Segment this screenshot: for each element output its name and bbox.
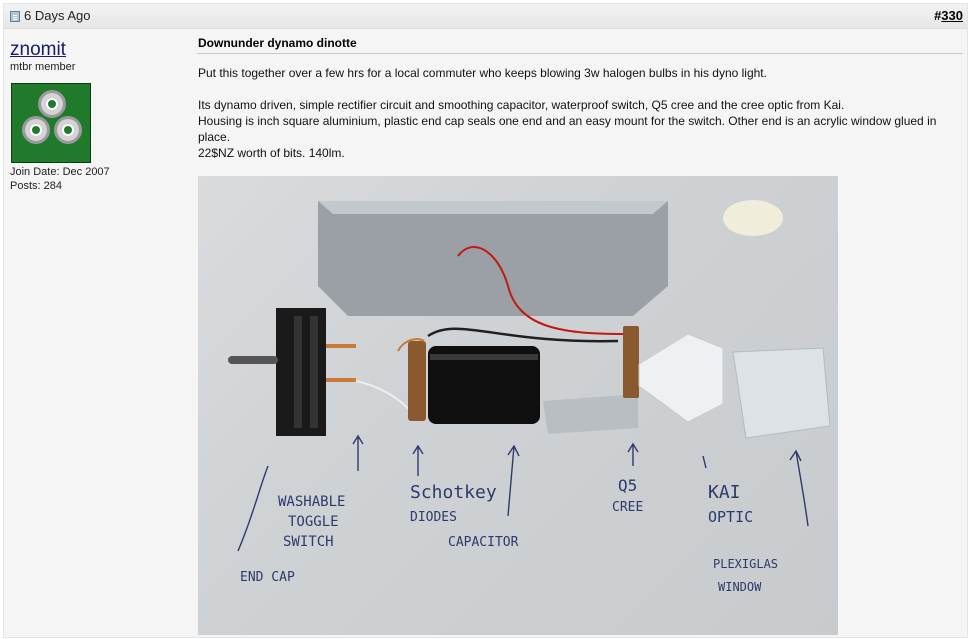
arrow-end-cap [238,466,268,551]
label-cree-2: CREE [612,500,644,515]
aluminium-housing [318,201,668,316]
label-optic-1: KAI [708,482,741,503]
capacitor-highlight [430,354,538,360]
post-paragraph: Its dynamo driven, simple rectifier circuit and smoothing capacitor, waterproof switch, Q5 cree and the cree optic from Kai. [198,98,845,112]
join-date: Join Date: Dec 2007 [10,166,110,178]
label-end-cap: END CAP [240,570,295,585]
post-number-link[interactable]: 330 [941,8,963,23]
post-number-prefix: # [934,8,942,23]
label-window-2: WINDOW [718,580,762,594]
post-title: Downunder dynamo dinotte [198,36,357,50]
post-photo[interactable] [198,176,838,635]
user-title: mtbr member [10,61,76,73]
post-number[interactable] [934,8,963,23]
white-wire [356,381,413,414]
label-cree-1: Q5 [618,476,638,495]
label-switch-2: TOGGLE [288,514,339,530]
post-paragraph: 22$NZ worth of bits. 140lm. [198,146,345,160]
forum-post [3,3,968,638]
avatar-ring-right [54,116,82,144]
label-switch-1: WASHABLE [278,494,346,510]
annotation-labels [240,476,778,594]
label-diodes-2: DIODES [410,510,457,525]
aluminium-bar [543,394,638,434]
light-glare [723,200,783,236]
black-wire [428,329,618,341]
post-body [198,65,960,161]
end-cap-fin [294,316,302,428]
post-count: Posts: 284 [10,180,62,192]
label-switch-3: SWITCH [283,534,334,550]
switch-terminal [326,344,356,348]
post-paragraph: Housing is inch square aluminium, plastic end cap seals one end and an easy mount for the switch. Other end is an acrylic window glued in place. [198,114,937,144]
kai-optic [639,334,723,422]
avatar-ring-left [22,116,50,144]
username-link[interactable]: znomit [10,39,66,60]
label-diodes-1: Schotkey [410,482,497,503]
title-divider [197,53,963,54]
post-header [4,4,967,29]
post-status-icon [10,11,20,22]
plexiglas-window [733,348,830,438]
label-capacitor: CAPACITOR [448,535,519,550]
post-paragraph: Put this together over a few hrs for a local commuter who keeps blowing 3w halogen bulbs in his dyno light. [198,66,767,80]
arrow-optic [703,456,706,468]
avatar[interactable] [11,83,91,163]
author-panel [4,29,184,637]
housing-top [318,201,668,214]
arrow-switch [353,436,363,471]
label-optic-2: OPTIC [708,508,754,526]
avatar-ring-top [38,90,66,118]
arrow-diodes [413,446,423,476]
arrow-capacitor [508,446,519,516]
arrow-window [790,451,808,526]
switch-terminal [326,378,356,382]
end-cap-fin [310,316,318,428]
toggle-lever [228,356,278,364]
label-window-1: PLEXIGLAS [713,557,779,571]
cree-board [623,326,639,398]
diode-board [408,341,426,421]
photo-illustration [198,176,838,635]
arrow-cree [628,444,638,466]
post-date: 6 Days Ago [24,8,91,23]
